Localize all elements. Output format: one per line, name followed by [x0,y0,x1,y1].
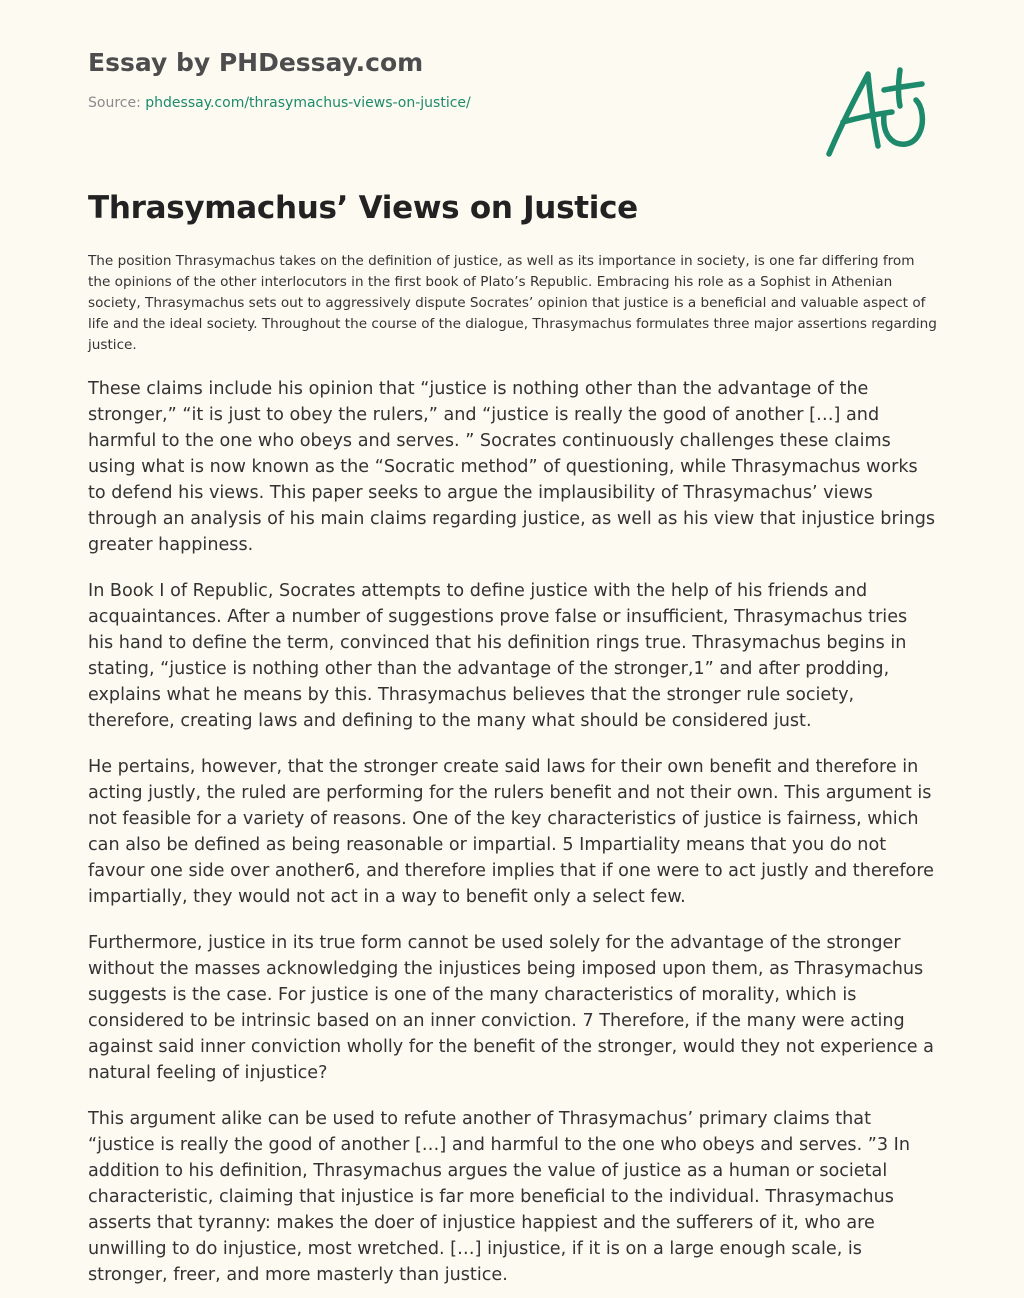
source-link[interactable]: phdessay.com/thrasymachus-views-on-justice/ [145,95,471,111]
page-title: Thrasymachus’ Views on Justice [88,190,638,226]
a-plus-logo-icon [818,62,930,162]
source-label: Source: [88,95,141,111]
body-paragraph: These claims include his opinion that “justice is nothing other than the advantage of the stronger,” “it is just to obey the rulers,” and “justice is really the good of another […] and harmful to the one who obeys and serves. ” Socrates continuously challenges these claims using what is now known as the “Socratic method” of questioning, while Thrasymachus works to defend his views. This paper seeks to argue the implausibility of Thrasymachus’ views through an analysis of his main claims regarding justice, as well as his view that injustice brings greater happiness. [88,379,936,555]
site-brand: Essay by PHDessay.com [88,48,424,77]
body-paragraph: In Book I of Republic, Socrates attempts to define justice with the help of his friends and acquaintances. After a number of suggestions prove false or insufficient, Thrasymachus tries his hand to define the term, convinced that his definition rings true. Thrasymachus begins in stating, “justice is nothing other than the advantage of the stronger,1” and after prodding, explains what he means by this. Thrasymachus believes that the stronger rule society, therefore, creating laws and defining to the many what should be considered just. [88,581,908,731]
source-line [88,95,471,111]
body-paragraph: Furthermore, justice in its true form cannot be used solely for the advantage of the stronger without the masses acknowledging the injustices being imposed upon them, as Thrasymachus suggests is the case. For justice is one of the many characteristics of morality, which is considered to be intrinsic based on an inner conviction. 7 Therefore, if the many were acting against said inner conviction wholly for the benefit of the stronger, would they not experience a natural feeling of injustice? [88,933,934,1083]
body-paragraph: This argument alike can be used to refute another of Thrasymachus’ primary claims that “justice is really the good of another […] and harmful to the one who obeys and serves. ”3 In addition to his definition, Thrasymachus argues the value of justice as a human or societal characteristic, claiming that injustice is far more beneficial to the individual. Thrasymachus asserts that tyranny: makes the doer of injustice happiest and the sufferers of it, who are unwilling to do injustice, most wretched. […] injustice, if it is on a large enough scale, is stronger, freer, and more masterly than justice. [88,1109,910,1285]
lead-paragraph: The position Thrasymachus takes on the definition of justice, as well as its importance in society, is one far differing from the opinions of the other interlocutors in the first book of Plato’s Republic. Embracing his role as a Sophist in Athenian society, Thrasymachus sets out to aggressively dispute Socrates’ opinion that justice is a beneficial and valuable aspect of life and the ideal society. Throughout the course of the dialogue, Thrasymachus formulates three major assertions regarding justice. [88,253,937,353]
essay-body [88,376,936,1285]
site-header [88,48,471,111]
body-paragraph: He pertains, however, that the stronger create said laws for their own benefit and therefore in acting justly, the ruled are performing for the rulers benefit and not their own. This argument is not feasible for a variety of reasons. One of the key characteristics of justice is fairness, which can also be defined as being reasonable or impartial. 5 Impartiality means that you do not favour one side over another6, and therefore implies that if one were to act justly and therefore impartially, they would not act in a way to benefit only a select few. [88,757,934,907]
